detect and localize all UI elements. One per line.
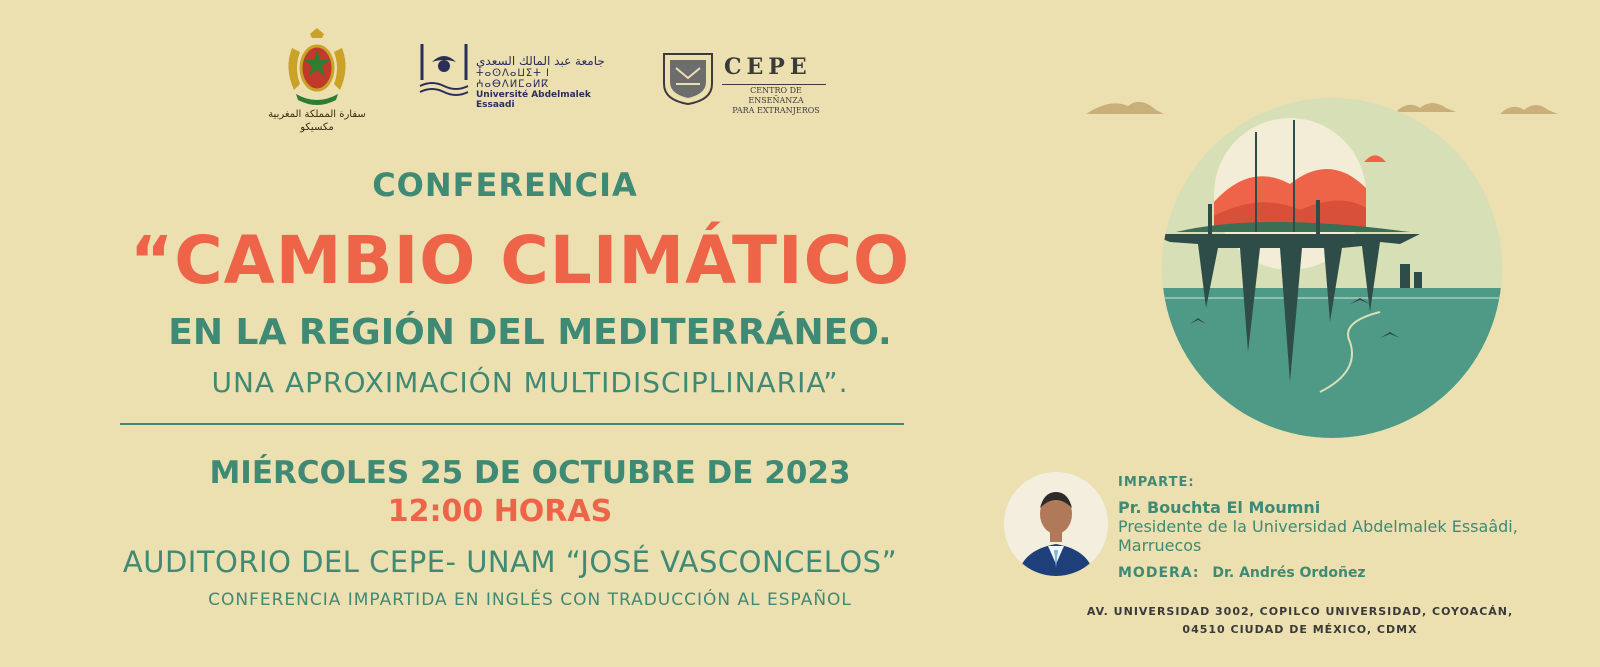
cepe-rule [722,84,826,85]
climate-illustration [1080,92,1580,444]
university-tifinagh-name: ⵜⴰⵙⴷⴰⵡⵉⵜ ⵏ ⵄⴰⴱⴷⵍⵎⴰⵍⴽ [476,68,550,90]
event-title-subtitle: UNA APROXIMACIÓN MULTIDISCIPLINARIA”. [211,366,849,399]
speaker-photo-icon [1004,472,1108,576]
cepe-logo [660,50,830,115]
event-date: MIÉRCOLES 25 DE OCTUBRE DE 2023 [209,455,851,491]
embassy-arabic-city: مكسيكو [300,122,334,133]
speaker-role [1118,517,1578,555]
cloud-right-icon [1396,103,1456,112]
event-venue: AUDITORIO DEL CEPE- UNAM “JOSÉ VASCONCELOS” [122,545,898,579]
moderator-name: Dr. Andrés Ordoñez [1212,565,1366,581]
speaker-role-line2: Marruecos [1118,536,1202,555]
speaker-name: Pr. Bouchta El Moumni [1118,498,1321,517]
event-language-note: CONFERENCIA IMPARTIDA EN INGLÉS CON TRADUCCIÓN AL ESPAÑOL [208,590,852,610]
university-logo [418,40,618,110]
event-title-main: “CAMBIO CLIMÁTICO [129,222,911,299]
cepe-subtitle [724,86,828,116]
unam-shield-icon [660,50,716,106]
university-arabic-name: جامعة عبد المالك السعدي [476,54,605,68]
address [1060,603,1540,639]
cepe-subtitle-line1: CENTRO DE ENSEÑANZA [748,86,804,105]
title-divider [120,423,904,425]
university-emblem-icon [418,40,470,100]
address-line2: 04510 CIUDAD DE MÉXICO, CDMX [1182,623,1418,636]
speaker-role-line1: Presidente de la Universidad Abdelmalek Essaâdi, [1118,517,1518,536]
moroccan-coat-of-arms-icon [282,28,352,108]
event-type-label: CONFERENCIA [372,166,638,204]
cepe-acronym: CEPE [724,54,812,80]
event-title-region: EN LA REGIÓN DEL MEDITERRÁNEO. [168,312,892,353]
address-line1: AV. UNIVERSIDAD 3002, COPILCO UNIVERSIDAD, COYOACÁN, [1086,605,1514,618]
speaker-label: IMPARTE: [1118,475,1195,490]
university-latin-name: Université Abdelmalek Essaadi [476,90,591,110]
cloud-left-icon [1086,102,1164,114]
cloud-far-right-icon [1500,105,1558,114]
embassy-logo [258,28,376,140]
speaker-block [1118,475,1578,581]
cepe-subtitle-line2: PARA EXTRANJEROS [732,106,820,115]
moderator-label: MODERA: [1118,565,1200,581]
speaker-avatar [1004,472,1108,576]
moderator-row [1118,565,1578,581]
embassy-arabic-name: سفارة المملكة المغربية [268,109,366,120]
event-time: 12:00 HORAS [387,494,613,529]
